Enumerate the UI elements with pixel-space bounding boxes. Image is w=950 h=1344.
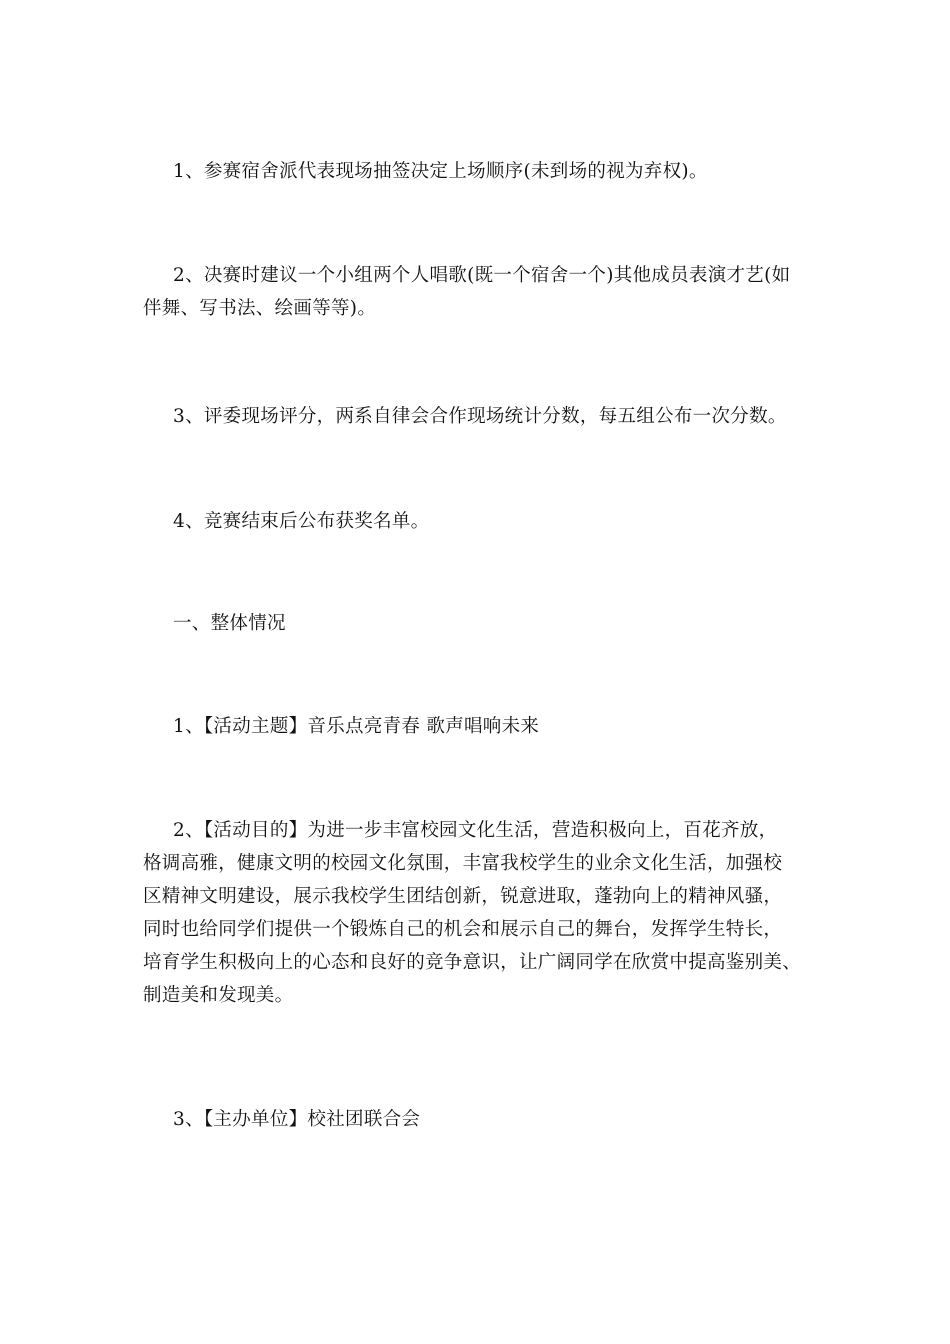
text-line: 4、竞赛结束后公布获奖名单。 (173, 511, 430, 532)
text-line: 2、【活动目的】为进一步丰富校园文化生活，营造积极向上，百花齐放， (173, 820, 778, 841)
text-line: 格调高雅，健康文明的校园文化氛围，丰富我校学生的业余文化生活，加强校 (143, 853, 783, 874)
text-line: 1、【活动主题】音乐点亮青春 歌声唱响未来 (173, 716, 540, 737)
text-line: 培育学生积极向上的心态和良好的竞争意识，让广阔同学在欣赏中提高鉴别美、 (143, 952, 802, 973)
text-line: 伴舞、写书法、绘画等等)。 (143, 298, 377, 319)
paragraph-purpose (143, 814, 823, 1012)
paragraph-organizer (143, 1103, 823, 1136)
text-line: 3、【主办单位】校社团联合会 (173, 1109, 421, 1130)
text-line: 3、评委现场评分，两系自律会合作现场统计分数，每五组公布一次分数。 (173, 406, 787, 427)
text-line: 区精神文明建设，展示我校学生团结创新，锐意进取，蓬勃向上的精神风骚， (143, 886, 783, 907)
paragraph-rule-1 (143, 155, 823, 188)
text-line: 一、整体情况 (173, 613, 286, 634)
section-heading (143, 607, 823, 640)
paragraph-rule-4 (143, 505, 823, 538)
text-line: 1、参赛宿舍派代表现场抽签决定上场顺序(未到场的视为弃权)。 (173, 161, 708, 182)
paragraph-rule-2 (143, 259, 823, 325)
text-line: 2、决赛时建议一个小组两个人唱歌(既一个宿舍一个)其他成员表演才艺(如 (173, 265, 791, 286)
paragraph-theme (143, 710, 823, 743)
paragraph-rule-3 (143, 400, 823, 433)
text-line: 制造美和发现美。 (143, 985, 294, 1006)
text-line: 同时也给同学们提供一个锻炼自己的机会和展示自己的舞台，发挥学生特长， (143, 919, 783, 940)
